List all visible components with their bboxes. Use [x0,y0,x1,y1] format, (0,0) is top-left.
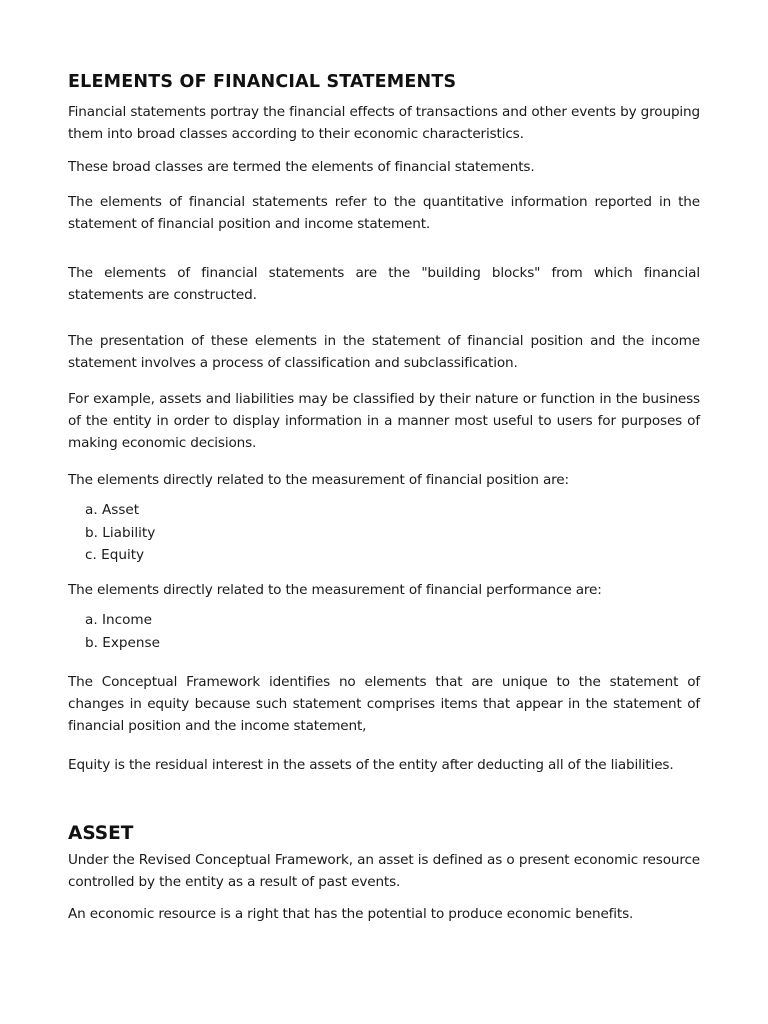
paragraph: The Conceptual Framework identifies no elements that are unique to the statement of changes in equity because such statement comprises items that appear in the statement of financial position and the income statement, [68,674,700,734]
list-item: b. Expense [85,634,160,651]
paragraph: For example, assets and liabilities may be classified by their nature or function in the business of the entity in order to display information in a manner most useful to users for purposes of making economic decisions. [68,391,700,451]
paragraph: Under the Revised Conceptual Framework, an asset is defined as o present economic resource controlled by the entity as a result of past events. [68,852,700,890]
paragraph: The elements of financial statements are the "building blocks" from which financial statements are constructed. [68,265,700,303]
list-item: c. Equity [85,547,145,564]
list-item: a. Income [85,612,152,628]
paragraph: The elements of financial statements refer to the quantitative information reported in the statement of financial position and income statement. [68,194,700,232]
paragraph: Equity is the residual interest in the assets of the entity after deducting all of the liabilities. [68,757,674,773]
paragraph: The elements directly related to the measurement of financial position are: [68,472,569,488]
section-heading-asset: ASSET [68,823,134,844]
section-heading-elements: ELEMENTS OF FINANCIAL STATEMENTS [68,72,457,92]
financial-position-elements-list [85,499,155,567]
financial-performance-elements-list [85,609,160,654]
paragraph: The presentation of these elements in the statement of financial position and the income statement involves a process of classification and subclassification. [68,333,700,371]
paragraph: The elements directly related to the measurement of financial performance are: [68,582,602,598]
paragraph: Financial statements portray the financial effects of transactions and other events by grouping them into broad classes according to their economic characteristics. [68,104,700,142]
list-item: b. Liability [85,524,156,541]
paragraph: An economic resource is a right that has the potential to produce economic benefits. [68,906,634,922]
paragraph: These broad classes are termed the elements of financial statements. [68,159,535,175]
list-item: a. Asset [85,502,140,518]
